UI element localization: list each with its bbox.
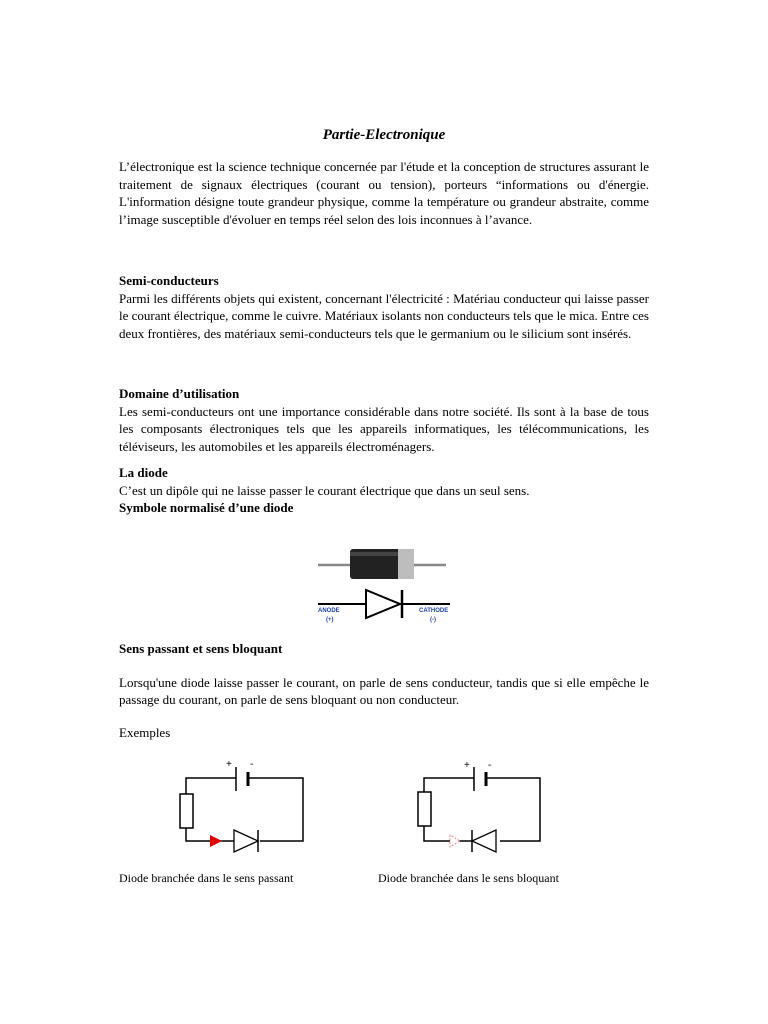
diode-figure	[312, 538, 452, 628]
battery-plus-sign: +	[464, 760, 470, 771]
domaine-paragraph: Les semi-conducteurs ont une importance considérable dans notre société. Ils sont à la base de tous les composants électroniques tels que les appareils informatiques, les télécommunications, les téléviseurs, les automobiles et les appareils électroménagers.	[119, 403, 649, 454]
domaine-heading: Domaine d’utilisation	[119, 386, 240, 401]
anode-label: ANODE	[318, 608, 340, 614]
diode-triangle-icon	[472, 830, 496, 852]
semi-section	[119, 272, 649, 342]
current-arrow-icon	[450, 835, 460, 847]
diode-heading: La diode	[119, 465, 168, 480]
resistor	[180, 794, 193, 828]
diode-cathode-band	[398, 549, 414, 579]
battery-plus-sign: +	[226, 759, 232, 770]
circuit-passant	[168, 758, 328, 858]
symbol-heading: Symbole normalisé d’une diode	[119, 500, 294, 515]
intro-paragraph: L’électronique est la science technique concernée par l'étude et la conception de structures assurant le traitement de signaux électriques (courant ou tension), porteurs “informations ou d'énergie. L'information désigne toute grandeur physique, comme la température ou grandeur abstraite, comme l’image susceptible d'évoluer en temps réel selon des lois inconnues à l’avance.	[119, 159, 649, 227]
caption-bloquant: Diode branchée dans le sens bloquant	[378, 871, 559, 885]
sens-section	[119, 640, 649, 741]
battery-minus-sign: -	[250, 759, 254, 770]
exemples-label: Exemples	[119, 724, 171, 740]
diode-section	[119, 464, 649, 517]
sens-paragraph: Lorsqu'une diode laisse passer le courant, on parle de sens conducteur, tandis que si elle empêche le passage du courant, on parle de sens bloquant ou non conducteur.	[119, 674, 649, 707]
semi-heading: Semi-conducteurs	[119, 273, 219, 288]
diode-triangle-icon	[234, 830, 258, 852]
cathode-label: CATHODE	[419, 608, 449, 614]
domaine-section	[119, 385, 649, 455]
caption-passant: Diode branchée dans le sens passant	[119, 871, 294, 885]
sens-heading: Sens passant et sens bloquant	[119, 641, 283, 656]
current-arrow-icon	[210, 835, 222, 847]
cathode-sign: (-)	[430, 617, 436, 623]
resistor	[418, 792, 431, 826]
page-title: Partie-Electronique	[322, 127, 446, 143]
circuit-bloquant	[406, 758, 556, 858]
battery-minus-sign: -	[488, 760, 492, 771]
intro-section	[119, 158, 649, 228]
anode-sign: (+)	[326, 617, 334, 623]
semi-paragraph: Parmi les différents objets qui existent, concernant l'électricité : Matériau conducteur qui laisse passer le courant électrique, comme le cuivre. Matériaux isolants non conducteurs tels que le mica. Entre ces deux frontières, des matériaux semi-conducteurs tels que le germanium ou le silicium sont insérés.	[119, 290, 649, 341]
diode-paragraph: C’est un dipôle qui ne laisse passer le courant électrique que dans un seul sens.	[119, 482, 530, 498]
diode-triangle-icon	[366, 590, 400, 618]
